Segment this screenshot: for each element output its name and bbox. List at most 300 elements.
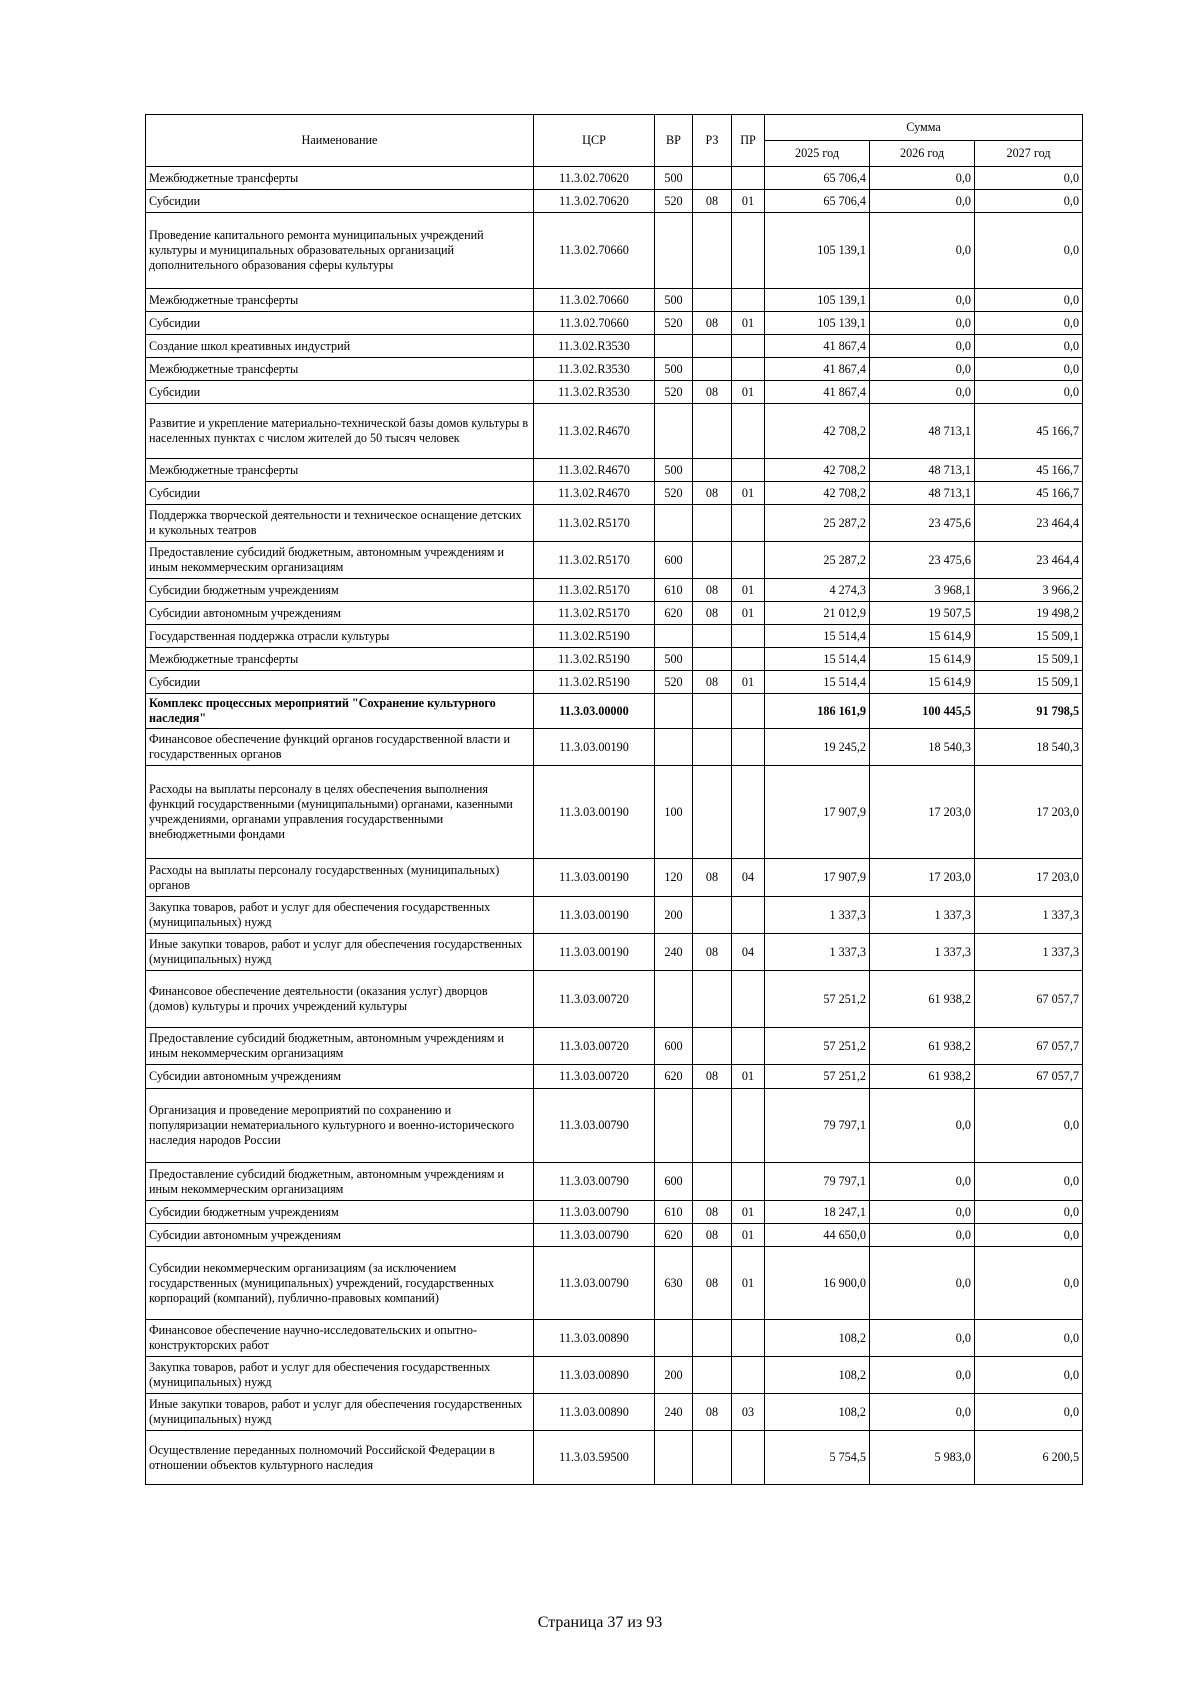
cell-sum-2026: 1 337,3 [870, 897, 975, 934]
cell-sum-2026: 0,0 [870, 289, 975, 312]
header-sum: Сумма [765, 115, 1083, 141]
cell-rz [693, 1163, 732, 1201]
cell-sum-2025: 42 708,2 [765, 404, 870, 459]
cell-vr: 100 [655, 766, 693, 859]
cell-rz: 08 [693, 1201, 732, 1224]
cell-sum-2027: 18 540,3 [975, 729, 1083, 766]
cell-vr: 520 [655, 312, 693, 335]
cell-sum-2026: 0,0 [870, 167, 975, 190]
cell-csr: 11.3.03.00790 [534, 1089, 655, 1163]
cell-sum-2027: 1 337,3 [975, 897, 1083, 934]
cell-sum-2025: 57 251,2 [765, 1065, 870, 1089]
cell-sum-2026: 61 938,2 [870, 971, 975, 1028]
cell-sum-2027: 15 509,1 [975, 625, 1083, 648]
table-row [146, 1431, 1083, 1485]
cell-name: Создание школ креативных индустрий [146, 335, 534, 358]
cell-sum-2025: 15 514,4 [765, 648, 870, 671]
cell-csr: 11.3.03.00790 [534, 1247, 655, 1320]
cell-sum-2027: 0,0 [975, 289, 1083, 312]
cell-name: Межбюджетные трансферты [146, 459, 534, 482]
cell-rz [693, 505, 732, 542]
cell-name: Предоставление субсидий бюджетным, автономным учреждениям и иным некоммерческим организациям [146, 1163, 534, 1201]
cell-vr [655, 971, 693, 1028]
cell-rz [693, 335, 732, 358]
cell-sum-2026: 0,0 [870, 1224, 975, 1247]
cell-sum-2027: 1 337,3 [975, 934, 1083, 971]
cell-rz: 08 [693, 671, 732, 694]
cell-sum-2026: 15 614,9 [870, 625, 975, 648]
table-row [146, 1028, 1083, 1065]
cell-name: Межбюджетные трансферты [146, 167, 534, 190]
cell-pr: 01 [732, 312, 765, 335]
table-row [146, 312, 1083, 335]
cell-vr: 610 [655, 579, 693, 602]
cell-vr [655, 505, 693, 542]
table-row [146, 482, 1083, 505]
cell-csr: 11.3.02.R5190 [534, 625, 655, 648]
cell-sum-2027: 67 057,7 [975, 1065, 1083, 1089]
cell-name: Расходы на выплаты персоналу в целях обеспечения выполнения функций государственными (муниципальными) органами, казенными учреждениями, органами управления государственными внебюджетными фондами [146, 766, 534, 859]
cell-sum-2026: 0,0 [870, 335, 975, 358]
table-row [146, 167, 1083, 190]
cell-sum-2027: 0,0 [975, 190, 1083, 213]
cell-csr: 11.3.02.R5170 [534, 579, 655, 602]
table-row [146, 404, 1083, 459]
cell-sum-2025: 108,2 [765, 1394, 870, 1431]
cell-sum-2026: 61 938,2 [870, 1065, 975, 1089]
cell-name: Предоставление субсидий бюджетным, автономным учреждениям и иным некоммерческим организациям [146, 542, 534, 579]
cell-sum-2027: 0,0 [975, 1394, 1083, 1431]
cell-rz [693, 459, 732, 482]
cell-csr: 11.3.02.R4670 [534, 404, 655, 459]
cell-pr [732, 1431, 765, 1485]
cell-csr: 11.3.03.00890 [534, 1320, 655, 1357]
table-row [146, 1394, 1083, 1431]
table-row [146, 381, 1083, 404]
cell-sum-2026: 0,0 [870, 1247, 975, 1320]
cell-sum-2027: 45 166,7 [975, 459, 1083, 482]
cell-vr [655, 404, 693, 459]
cell-sum-2025: 25 287,2 [765, 542, 870, 579]
cell-pr: 04 [732, 934, 765, 971]
cell-sum-2025: 57 251,2 [765, 1028, 870, 1065]
cell-sum-2026: 15 614,9 [870, 671, 975, 694]
cell-csr: 11.3.03.00720 [534, 971, 655, 1028]
cell-rz [693, 729, 732, 766]
cell-sum-2027: 3 966,2 [975, 579, 1083, 602]
cell-pr [732, 459, 765, 482]
cell-csr: 11.3.03.00190 [534, 766, 655, 859]
cell-sum-2025: 41 867,4 [765, 381, 870, 404]
cell-pr [732, 971, 765, 1028]
cell-name: Поддержка творческой деятельности и техническое оснащение детских и кукольных театров [146, 505, 534, 542]
cell-sum-2025: 4 274,3 [765, 579, 870, 602]
cell-vr [655, 625, 693, 648]
cell-pr: 01 [732, 671, 765, 694]
cell-csr: 11.3.03.00190 [534, 859, 655, 897]
table-row [146, 859, 1083, 897]
cell-rz [693, 542, 732, 579]
cell-vr: 630 [655, 1247, 693, 1320]
cell-pr [732, 213, 765, 289]
cell-rz [693, 1431, 732, 1485]
cell-rz [693, 167, 732, 190]
cell-vr: 500 [655, 358, 693, 381]
cell-csr: 11.3.03.00720 [534, 1028, 655, 1065]
cell-vr: 620 [655, 602, 693, 625]
cell-sum-2025: 16 900,0 [765, 1247, 870, 1320]
cell-pr: 01 [732, 602, 765, 625]
cell-sum-2025: 19 245,2 [765, 729, 870, 766]
cell-rz [693, 766, 732, 859]
cell-sum-2027: 0,0 [975, 1089, 1083, 1163]
header-year-2026: 2026 год [870, 141, 975, 167]
table-row [146, 1357, 1083, 1394]
cell-sum-2027: 19 498,2 [975, 602, 1083, 625]
cell-pr [732, 505, 765, 542]
cell-name: Субсидии [146, 312, 534, 335]
cell-rz [693, 971, 732, 1028]
table-row [146, 766, 1083, 859]
cell-name: Межбюджетные трансферты [146, 358, 534, 381]
cell-csr: 11.3.03.00000 [534, 694, 655, 729]
cell-sum-2027: 23 464,4 [975, 542, 1083, 579]
cell-pr [732, 1089, 765, 1163]
cell-csr: 11.3.02.R5170 [534, 505, 655, 542]
cell-csr: 11.3.02.R5190 [534, 671, 655, 694]
cell-sum-2026: 17 203,0 [870, 766, 975, 859]
cell-sum-2027: 0,0 [975, 1224, 1083, 1247]
cell-vr [655, 1089, 693, 1163]
cell-pr: 04 [732, 859, 765, 897]
cell-name: Межбюджетные трансферты [146, 289, 534, 312]
cell-sum-2027: 15 509,1 [975, 648, 1083, 671]
document-page [145, 114, 1082, 1485]
cell-sum-2026: 0,0 [870, 1163, 975, 1201]
cell-vr: 600 [655, 1028, 693, 1065]
cell-pr [732, 648, 765, 671]
table-row [146, 671, 1083, 694]
table-row [146, 602, 1083, 625]
cell-rz [693, 1089, 732, 1163]
cell-name: Субсидии автономным учреждениям [146, 1224, 534, 1247]
cell-pr [732, 1320, 765, 1357]
cell-pr: 01 [732, 482, 765, 505]
cell-sum-2026: 0,0 [870, 1357, 975, 1394]
cell-vr: 500 [655, 289, 693, 312]
cell-sum-2025: 65 706,4 [765, 167, 870, 190]
cell-sum-2025: 17 907,9 [765, 766, 870, 859]
cell-pr [732, 1163, 765, 1201]
cell-sum-2025: 79 797,1 [765, 1089, 870, 1163]
cell-rz: 08 [693, 381, 732, 404]
cell-name: Иные закупки товаров, работ и услуг для обеспечения государственных (муниципальных) нужд [146, 1394, 534, 1431]
cell-csr: 11.3.03.00790 [534, 1224, 655, 1247]
cell-sum-2027: 23 464,4 [975, 505, 1083, 542]
cell-rz [693, 213, 732, 289]
header-rz: РЗ [693, 115, 732, 167]
cell-sum-2026: 1 337,3 [870, 934, 975, 971]
cell-rz: 08 [693, 1065, 732, 1089]
cell-sum-2027: 45 166,7 [975, 482, 1083, 505]
cell-csr: 11.3.02.R3530 [534, 381, 655, 404]
cell-sum-2025: 1 337,3 [765, 897, 870, 934]
cell-sum-2026: 0,0 [870, 358, 975, 381]
table-row [146, 213, 1083, 289]
cell-pr: 01 [732, 381, 765, 404]
cell-sum-2026: 48 713,1 [870, 482, 975, 505]
cell-pr: 01 [732, 1247, 765, 1320]
cell-name: Предоставление субсидий бюджетным, автономным учреждениям и иным некоммерческим организациям [146, 1028, 534, 1065]
cell-csr: 11.3.02.R3530 [534, 358, 655, 381]
cell-rz: 08 [693, 1394, 732, 1431]
cell-rz [693, 1357, 732, 1394]
cell-pr [732, 358, 765, 381]
cell-sum-2025: 65 706,4 [765, 190, 870, 213]
cell-sum-2027: 0,0 [975, 381, 1083, 404]
cell-csr: 11.3.02.70660 [534, 312, 655, 335]
cell-sum-2025: 44 650,0 [765, 1224, 870, 1247]
cell-sum-2025: 15 514,4 [765, 625, 870, 648]
cell-sum-2027: 0,0 [975, 213, 1083, 289]
cell-sum-2025: 1 337,3 [765, 934, 870, 971]
cell-sum-2025: 21 012,9 [765, 602, 870, 625]
cell-csr: 11.3.03.00890 [534, 1357, 655, 1394]
cell-rz [693, 358, 732, 381]
cell-sum-2025: 79 797,1 [765, 1163, 870, 1201]
cell-pr [732, 167, 765, 190]
cell-csr: 11.3.02.R5190 [534, 648, 655, 671]
cell-vr: 520 [655, 381, 693, 404]
cell-sum-2025: 25 287,2 [765, 505, 870, 542]
table-row [146, 358, 1083, 381]
table-row [146, 542, 1083, 579]
budget-table [145, 114, 1083, 1485]
cell-rz [693, 1028, 732, 1065]
cell-vr: 610 [655, 1201, 693, 1224]
table-row [146, 934, 1083, 971]
table-row [146, 1247, 1083, 1320]
cell-sum-2026: 5 983,0 [870, 1431, 975, 1485]
cell-sum-2025: 186 161,9 [765, 694, 870, 729]
cell-csr: 11.3.03.59500 [534, 1431, 655, 1485]
table-row [146, 648, 1083, 671]
cell-vr: 620 [655, 1065, 693, 1089]
table-row [146, 625, 1083, 648]
cell-sum-2026: 0,0 [870, 190, 975, 213]
cell-name: Субсидии бюджетным учреждениям [146, 579, 534, 602]
table-row [146, 1224, 1083, 1247]
cell-vr: 520 [655, 671, 693, 694]
cell-pr: 01 [732, 1224, 765, 1247]
cell-pr [732, 289, 765, 312]
table-row [146, 1065, 1083, 1089]
cell-sum-2025: 5 754,5 [765, 1431, 870, 1485]
cell-sum-2026: 19 507,5 [870, 602, 975, 625]
table-row [146, 335, 1083, 358]
cell-name: Иные закупки товаров, работ и услуг для обеспечения государственных (муниципальных) нужд [146, 934, 534, 971]
cell-sum-2026: 15 614,9 [870, 648, 975, 671]
budget-table-body [146, 167, 1083, 1485]
cell-pr [732, 625, 765, 648]
cell-sum-2025: 42 708,2 [765, 459, 870, 482]
cell-name: Организация и проведение мероприятий по сохранению и популяризации нематериального культурного и военно-исторического наследия народов России [146, 1089, 534, 1163]
header-year-2027: 2027 год [975, 141, 1083, 167]
cell-name: Субсидии некоммерческим организациям (за исключением государственных (муниципальных) учреждений, государственных корпораций (компаний), публично-правовых компаний) [146, 1247, 534, 1320]
cell-csr: 11.3.02.70660 [534, 289, 655, 312]
cell-vr [655, 694, 693, 729]
cell-rz: 08 [693, 190, 732, 213]
cell-rz: 08 [693, 312, 732, 335]
cell-pr [732, 404, 765, 459]
cell-sum-2026: 0,0 [870, 213, 975, 289]
cell-vr [655, 213, 693, 289]
header-year-2025: 2025 год [765, 141, 870, 167]
cell-pr: 01 [732, 1201, 765, 1224]
cell-rz: 08 [693, 934, 732, 971]
cell-sum-2027: 6 200,5 [975, 1431, 1083, 1485]
cell-pr: 01 [732, 579, 765, 602]
header-csr: ЦСР [534, 115, 655, 167]
cell-sum-2027: 17 203,0 [975, 859, 1083, 897]
cell-name: Комплекс процессных мероприятий "Сохранение культурного наследия" [146, 694, 534, 729]
table-row [146, 971, 1083, 1028]
cell-csr: 11.3.02.R3530 [534, 335, 655, 358]
cell-sum-2027: 67 057,7 [975, 971, 1083, 1028]
cell-name: Субсидии [146, 190, 534, 213]
cell-pr [732, 1357, 765, 1394]
cell-sum-2027: 0,0 [975, 312, 1083, 335]
cell-name: Расходы на выплаты персоналу государственных (муниципальных) органов [146, 859, 534, 897]
cell-sum-2026: 23 475,6 [870, 505, 975, 542]
cell-rz: 08 [693, 579, 732, 602]
table-row [146, 505, 1083, 542]
cell-sum-2027: 0,0 [975, 1163, 1083, 1201]
cell-sum-2026: 17 203,0 [870, 859, 975, 897]
cell-pr: 01 [732, 190, 765, 213]
cell-pr [732, 897, 765, 934]
table-row [146, 579, 1083, 602]
cell-name: Межбюджетные трансферты [146, 648, 534, 671]
table-row [146, 1163, 1083, 1201]
cell-pr [732, 1028, 765, 1065]
cell-pr [732, 766, 765, 859]
cell-sum-2026: 100 445,5 [870, 694, 975, 729]
cell-vr [655, 335, 693, 358]
cell-csr: 11.3.02.R5170 [534, 602, 655, 625]
header-pr: ПР [732, 115, 765, 167]
cell-sum-2025: 108,2 [765, 1357, 870, 1394]
cell-sum-2026: 0,0 [870, 312, 975, 335]
cell-sum-2026: 48 713,1 [870, 459, 975, 482]
cell-name: Развитие и укрепление материально-технической базы домов культуры в населенных пунктах с числом жителей до 50 тысяч человек [146, 404, 534, 459]
cell-rz [693, 897, 732, 934]
cell-sum-2027: 0,0 [975, 335, 1083, 358]
cell-sum-2025: 105 139,1 [765, 289, 870, 312]
cell-sum-2027: 67 057,7 [975, 1028, 1083, 1065]
cell-rz [693, 289, 732, 312]
cell-name: Закупка товаров, работ и услуг для обеспечения государственных (муниципальных) нужд [146, 1357, 534, 1394]
cell-rz: 08 [693, 602, 732, 625]
cell-sum-2027: 0,0 [975, 1247, 1083, 1320]
cell-vr: 240 [655, 1394, 693, 1431]
table-row [146, 729, 1083, 766]
cell-vr: 500 [655, 459, 693, 482]
cell-sum-2025: 42 708,2 [765, 482, 870, 505]
table-row [146, 1089, 1083, 1163]
cell-vr [655, 1320, 693, 1357]
cell-csr: 11.3.02.R4670 [534, 482, 655, 505]
cell-pr [732, 542, 765, 579]
cell-sum-2026: 23 475,6 [870, 542, 975, 579]
table-row [146, 190, 1083, 213]
cell-sum-2025: 105 139,1 [765, 312, 870, 335]
cell-sum-2026: 0,0 [870, 1201, 975, 1224]
cell-pr: 01 [732, 1065, 765, 1089]
cell-sum-2025: 41 867,4 [765, 358, 870, 381]
cell-csr: 11.3.02.70620 [534, 167, 655, 190]
cell-csr: 11.3.02.70660 [534, 213, 655, 289]
cell-pr [732, 694, 765, 729]
table-row [146, 459, 1083, 482]
cell-sum-2025: 18 247,1 [765, 1201, 870, 1224]
cell-csr: 11.3.02.R4670 [534, 459, 655, 482]
table-row [146, 694, 1083, 729]
cell-name: Проведение капитального ремонта муниципальных учреждений культуры и муниципальных образовательных организаций дополнительного образования сферы культуры [146, 213, 534, 289]
table-row [146, 289, 1083, 312]
header-vr: ВР [655, 115, 693, 167]
cell-rz [693, 404, 732, 459]
cell-rz: 08 [693, 859, 732, 897]
cell-rz [693, 1320, 732, 1357]
cell-name: Закупка товаров, работ и услуг для обеспечения государственных (муниципальных) нужд [146, 897, 534, 934]
cell-csr: 11.3.03.00190 [534, 897, 655, 934]
cell-sum-2025: 105 139,1 [765, 213, 870, 289]
cell-sum-2026: 18 540,3 [870, 729, 975, 766]
table-row [146, 1201, 1083, 1224]
cell-name: Финансовое обеспечение функций органов государственной власти и государственных органов [146, 729, 534, 766]
cell-name: Субсидии [146, 482, 534, 505]
cell-rz: 08 [693, 1247, 732, 1320]
cell-csr: 11.3.02.70620 [534, 190, 655, 213]
cell-vr: 500 [655, 167, 693, 190]
cell-vr: 600 [655, 542, 693, 579]
cell-vr: 620 [655, 1224, 693, 1247]
cell-csr: 11.3.03.00790 [534, 1163, 655, 1201]
table-row [146, 1320, 1083, 1357]
cell-name: Финансовое обеспечение научно-исследовательских и опытно-конструкторских работ [146, 1320, 534, 1357]
cell-name: Осуществление переданных полномочий Российской Федерации в отношении объектов культурного наследия [146, 1431, 534, 1485]
cell-vr [655, 1431, 693, 1485]
cell-sum-2027: 0,0 [975, 167, 1083, 190]
cell-vr: 200 [655, 1357, 693, 1394]
cell-rz: 08 [693, 482, 732, 505]
cell-sum-2026: 0,0 [870, 381, 975, 404]
cell-vr: 500 [655, 648, 693, 671]
cell-vr: 520 [655, 190, 693, 213]
cell-sum-2026: 0,0 [870, 1089, 975, 1163]
cell-sum-2026: 0,0 [870, 1320, 975, 1357]
cell-sum-2027: 0,0 [975, 358, 1083, 381]
cell-vr: 520 [655, 482, 693, 505]
cell-rz: 08 [693, 1224, 732, 1247]
cell-sum-2026: 3 968,1 [870, 579, 975, 602]
cell-sum-2025: 41 867,4 [765, 335, 870, 358]
cell-csr: 11.3.03.00790 [534, 1201, 655, 1224]
cell-name: Государственная поддержка отрасли культуры [146, 625, 534, 648]
cell-sum-2026: 61 938,2 [870, 1028, 975, 1065]
table-row [146, 897, 1083, 934]
